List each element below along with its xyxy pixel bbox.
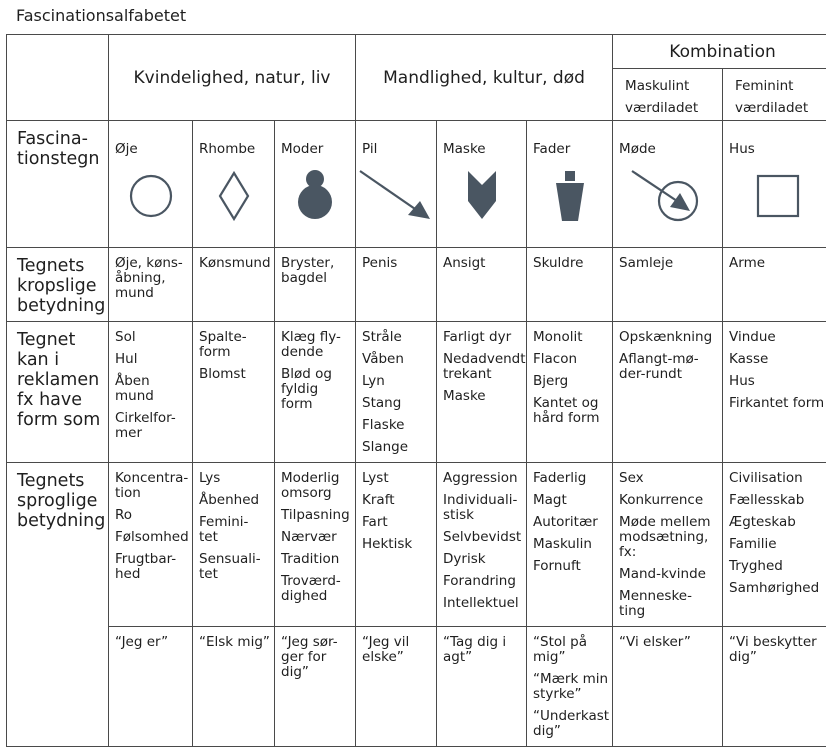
language-item: Faderlig — [533, 470, 587, 486]
form-item: Nedadvendt trekant — [443, 351, 526, 382]
language-item: Tryghed — [729, 558, 783, 574]
language-item: Aggression — [443, 470, 518, 486]
quote-item: “Elsk mig” — [199, 634, 270, 650]
form-item: Lyn — [362, 373, 385, 389]
circle-icon — [109, 169, 192, 223]
form-item: Maske — [443, 388, 486, 404]
language-item: Koncentra- tion — [115, 470, 189, 501]
language-item: Lyst — [362, 470, 389, 486]
language-item: Nærvær — [281, 529, 337, 545]
language-item: Hektisk — [362, 536, 413, 552]
form-item: Sol — [115, 329, 136, 345]
form-item: Blød og fyldig form — [281, 366, 332, 412]
quote-cell — [613, 627, 723, 747]
language-item: Sex — [619, 470, 644, 486]
group-masculine: Mandlighed, kultur, død — [356, 35, 613, 121]
form-item: Blomst — [199, 366, 246, 382]
form-item: Flacon — [533, 351, 578, 367]
group-feminine: Kvindelighed, natur, liv — [109, 35, 356, 121]
sign-cell — [527, 121, 613, 248]
form-item: Hul — [115, 351, 138, 367]
body-meaning-cell — [109, 248, 193, 322]
row-header-language: Tegnets sproglige betydning — [7, 463, 109, 747]
form-item: Monolit — [533, 329, 583, 345]
language-item: Dyrisk — [443, 551, 486, 567]
quote-item: “Vi elsker” — [619, 634, 691, 650]
language-item: Konkurrence — [619, 492, 704, 508]
sign-name: Maske — [443, 141, 486, 157]
language-item: Fornuft — [533, 558, 581, 574]
form-item: Flaske — [362, 417, 405, 433]
sign-cell — [109, 121, 193, 248]
form-item: Klæg fly- dende — [281, 329, 341, 360]
quote-cell — [437, 627, 527, 747]
language-item: Lys — [199, 470, 221, 486]
language-cell — [275, 463, 356, 627]
quote-cell — [527, 627, 613, 747]
quote-item: “Stol på mig” — [533, 634, 588, 665]
body-meaning: Skuldre — [533, 255, 584, 271]
form-item: Aflangt-mø- der-rundt — [619, 351, 699, 382]
language-item: Kraft — [362, 492, 395, 508]
body-meaning: Samleje — [619, 255, 674, 271]
meeting-icon — [613, 169, 722, 223]
form-item: Cirkelfor- mer — [115, 410, 176, 441]
language-item: Møde mellem modsætning, fx: — [619, 514, 711, 560]
form-item: Vindue — [729, 329, 776, 345]
language-item: Forandring — [443, 573, 516, 589]
sign-cell — [613, 121, 723, 248]
language-item: Åbenhed — [199, 492, 260, 508]
language-item: Menneske-ting — [619, 588, 692, 619]
body-meaning-cell — [193, 248, 275, 322]
language-cell — [723, 463, 826, 627]
sign-name: Øje — [115, 141, 138, 157]
language-item: Maskulin — [533, 536, 592, 552]
language-cell — [109, 463, 193, 627]
quote-item: “Jeg vil elske” — [362, 634, 410, 665]
language-item: Femini- tet — [199, 514, 249, 545]
form-item: Opskænkning — [619, 329, 713, 345]
fascination-table — [6, 34, 826, 747]
quote-cell — [275, 627, 356, 747]
language-item: Frugtbar- hed — [115, 551, 177, 582]
quote-item: “Jeg sør- ger for dig” — [281, 634, 338, 680]
arrow-icon — [356, 169, 436, 223]
quote-item: “Mærk min styrke” — [533, 671, 609, 702]
language-item: Ro — [115, 507, 133, 523]
body-meaning: Bryster, bagdel — [281, 255, 335, 286]
language-item: Følsomhed — [115, 529, 189, 545]
body-meaning: Arme — [729, 255, 766, 271]
mask-icon — [437, 169, 526, 223]
quote-item: “Tag dig i agt” — [443, 634, 507, 665]
language-item: Ægteskab — [729, 514, 796, 530]
language-item: Moderlig omsorg — [281, 470, 340, 501]
father-icon — [527, 169, 612, 223]
quote-item: “Vi beskytter dig” — [729, 634, 817, 665]
page-title: Fascinationsalfabetet — [16, 6, 187, 25]
language-item: Sensuali- tet — [199, 551, 261, 582]
row-header-forms: Tegnet kan i reklamen fx have form som — [7, 322, 109, 463]
language-item: Familie — [729, 536, 777, 552]
body-meaning: Øje, køns- åbning, mund — [115, 255, 183, 301]
sign-name: Hus — [729, 141, 755, 157]
sign-name: Moder — [281, 141, 324, 157]
forms-cell — [723, 322, 826, 463]
body-meaning: Ansigt — [443, 255, 486, 271]
mother-icon — [275, 169, 355, 223]
form-item: Spalte- form — [199, 329, 247, 360]
forms-cell — [356, 322, 437, 463]
form-item: Farligt dyr — [443, 329, 512, 345]
form-item: Kantet og hård form — [533, 395, 600, 426]
quote-cell — [723, 627, 826, 747]
language-item: Troværd- dighed — [281, 573, 341, 604]
language-item: Fart — [362, 514, 388, 530]
form-item: Stang — [362, 395, 402, 411]
language-item: Samhørighed — [729, 580, 820, 596]
language-cell — [527, 463, 613, 627]
language-cell — [437, 463, 527, 627]
forms-cell — [193, 322, 275, 463]
form-item: Våben — [362, 351, 404, 367]
body-meaning: Kønsmund — [199, 255, 271, 271]
form-item: Firkantet form — [729, 395, 825, 411]
body-meaning-cell — [527, 248, 613, 322]
group-combination: Kombination — [613, 35, 826, 69]
forms-cell — [109, 322, 193, 463]
quote-cell — [356, 627, 437, 747]
forms-cell — [275, 322, 356, 463]
subgroup-masculine: Maskulint værdiladet — [613, 69, 723, 121]
corner-cell — [7, 35, 109, 121]
form-item: Åben mund — [115, 373, 154, 404]
language-item: Magt — [533, 492, 567, 508]
sign-name: Møde — [619, 141, 656, 157]
language-item: Mand-kvinde — [619, 566, 706, 582]
row-header-signs: Fascina- tionstegn — [7, 121, 109, 248]
language-cell — [193, 463, 275, 627]
square-icon — [723, 169, 826, 223]
body-meaning-cell — [437, 248, 527, 322]
sign-name: Rhombe — [199, 141, 256, 157]
sign-name: Pil — [362, 141, 378, 157]
sign-cell — [275, 121, 356, 248]
body-meaning-cell — [723, 248, 826, 322]
form-item: Slange — [362, 439, 409, 455]
rhombus-icon — [193, 169, 274, 223]
sign-cell — [193, 121, 275, 248]
forms-cell — [613, 322, 723, 463]
form-item: Bjerg — [533, 373, 569, 389]
quote-item: “Jeg er” — [115, 634, 169, 650]
body-meaning: Penis — [362, 255, 398, 271]
language-cell — [613, 463, 723, 627]
form-item: Kasse — [729, 351, 769, 367]
language-item: Selvbevidst — [443, 529, 522, 545]
forms-cell — [437, 322, 527, 463]
language-cell — [356, 463, 437, 627]
forms-cell — [527, 322, 613, 463]
form-item: Stråle — [362, 329, 402, 345]
language-item: Intellektuel — [443, 595, 519, 611]
sign-cell — [437, 121, 527, 248]
sign-name: Fader — [533, 141, 571, 157]
language-item: Autoritær — [533, 514, 598, 530]
body-meaning-cell — [356, 248, 437, 322]
quote-cell — [193, 627, 275, 747]
row-header-body: Tegnets kropslige betydning — [7, 248, 109, 322]
language-item: Tradition — [281, 551, 340, 567]
quote-cell — [109, 627, 193, 747]
sign-cell — [356, 121, 437, 248]
sign-cell — [723, 121, 826, 248]
body-meaning-cell — [613, 248, 723, 322]
body-meaning-cell — [275, 248, 356, 322]
form-item: Hus — [729, 373, 755, 389]
quote-item: “Underkast dig” — [533, 708, 610, 739]
language-item: Individuali- stisk — [443, 492, 518, 523]
language-item: Fællesskab — [729, 492, 805, 508]
language-item: Tilpasning — [281, 507, 350, 523]
language-item: Civilisation — [729, 470, 803, 486]
subgroup-feminine: Feminint værdiladet — [723, 69, 826, 121]
